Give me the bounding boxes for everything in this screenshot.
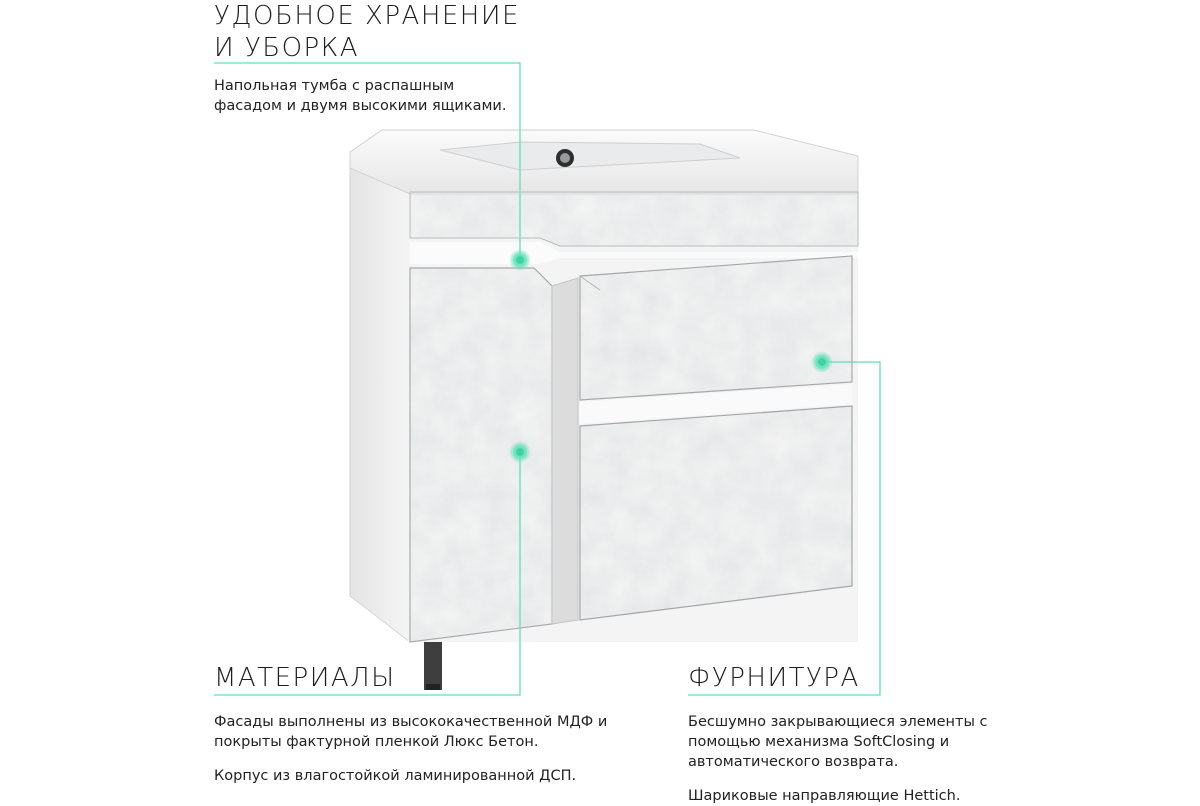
materials-heading: МАТЕРИАЛЫ: [214, 663, 396, 693]
lower-drawer-facade: [580, 406, 852, 620]
cabinet-side-panel: [350, 162, 410, 642]
hardware-description-guides: Шариковые направляющие Hettich.: [688, 788, 961, 804]
storage-description: Напольная тумба с распашным фасадом и двумя высокими ящиками.: [214, 78, 507, 114]
hardware-description-softclosing: Бесшумно закрывающиеся элементы с помощью механизма SoftClosing и автоматического возврата.: [688, 714, 988, 770]
materials-description-body: Корпус из влагостойкой ламинированной ДСП.: [214, 768, 577, 784]
left-door-facade: [410, 268, 578, 642]
ceramic-sink: [350, 130, 858, 194]
storage-heading: УДОБНОЕ ХРАНЕНИЕ И УБОРКА: [214, 1, 520, 63]
hardware-heading: ФУРНИТУРА: [688, 663, 860, 693]
upper-drawer-facade: [580, 256, 852, 400]
materials-description-facade: Фасады выполнены из высококачественной МДФ и покрыты фактурной пленкой Люкс Бетон.: [214, 714, 608, 750]
